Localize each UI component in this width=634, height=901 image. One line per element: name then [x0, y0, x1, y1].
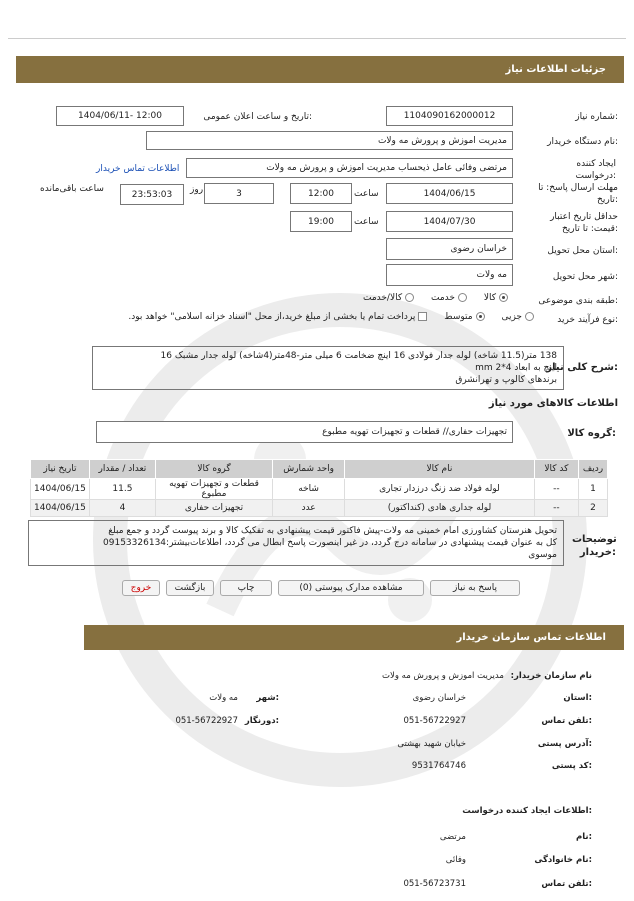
cell-code: --: [534, 479, 578, 500]
creator-family-value: وفائی: [445, 855, 466, 865]
contact-phone-label: تلفن تماس:: [541, 716, 592, 726]
process-radio-group: [114, 312, 534, 322]
category-option-service[interactable]: خدمت: [431, 293, 467, 303]
col-name: نام کالا: [345, 460, 534, 479]
creator-family-label: نام خانوادگی:: [534, 855, 592, 865]
page-header: [16, 56, 624, 83]
creator-field: مرتضی وفائی عامل ذیحساب مدیریت اموزش و پرورش مه ولات: [186, 158, 513, 178]
page-title: جزئیات اطلاعات نیاز: [505, 64, 606, 75]
contact-phone-value: 051-56722927: [403, 716, 466, 726]
cell-date: 1404/06/15: [31, 500, 90, 517]
contact-section-header: [84, 625, 624, 650]
category-label: طبقه بندی موضوعی:: [538, 296, 618, 306]
category-option-goods[interactable]: کالا: [484, 293, 508, 303]
deadline-time-field: 12:00: [290, 183, 352, 204]
creator-name-value: مرتضی: [439, 832, 466, 842]
buyer-notes-line-2: کل به عنوان قیمت پیشنهادی در سامانه درج گردد، در غیر اینصورت پاسخ ابطال می گردد، اطلاعات‌بیشتر:09153326134: [103, 538, 557, 548]
checkbox-icon: [418, 312, 427, 321]
top-divider: [8, 38, 626, 39]
buyer-notes-line-1: تحویل هنرستان کشاورزی امام خمینی مه ولات-پیش فاکتور قیمت پیشنهادی به تفکیک کالا و برند پیوست گردد و جمع مبلغ: [108, 526, 557, 536]
contact-address-value: خیابان شهید بهشتی: [397, 739, 466, 749]
goods-section-title: اطلاعات کالاهای مورد نیاز: [488, 398, 618, 409]
goods-group-field: تجهیزات حفاری// قطعات و تجهیزات تهویه مطبوع: [96, 421, 513, 443]
col-qty: تعداد / مقدار: [89, 460, 155, 479]
buyer-notes-label: توضیحات خریدار:: [572, 534, 617, 558]
validity-date-field: 1404/07/30: [386, 211, 513, 232]
buyer-contact-link[interactable]: اطلاعات تماس خریدار: [96, 164, 180, 174]
cell-group: تجهیزات حفاری: [155, 500, 272, 517]
print-button[interactable]: چاپ: [220, 580, 272, 596]
attachments-button[interactable]: مشاهده مدارک پیوستی (0): [278, 580, 424, 596]
cell-row: 1: [579, 479, 608, 500]
need-number-label: شماره نیاز:: [575, 112, 618, 122]
remaining-time-field: 23:53:03: [120, 184, 184, 205]
back-button[interactable]: بازگشت: [166, 580, 214, 596]
validity-time-label: ساعت: [354, 217, 379, 227]
buyer-org-field: مدیریت اموزش و پرورش مه ولات: [146, 131, 513, 150]
table-row: [31, 479, 608, 500]
description-line-1: 138 متر(11.5 شاخه) لوله جدار فولادی 16 اینچ ضخامت 6 میلی متر-48متر(4شاخه) لوله جدار مشبک 16: [160, 351, 557, 361]
cell-qty: 4: [89, 500, 155, 517]
contact-fax-label: دورنگار:: [244, 716, 279, 726]
announce-label: تاریخ و ساعت اعلان عمومی:: [203, 112, 312, 122]
contact-address-label: آدرس پستی:: [537, 739, 592, 749]
cell-group: قطعات و تجهیزات تهویه مطبوع: [155, 479, 272, 500]
buyer-notes-box: [28, 520, 564, 566]
cell-unit: شاخه: [273, 479, 345, 500]
need-number-field: 1104090162000012: [386, 106, 513, 126]
radio-both-icon: [405, 293, 414, 302]
validity-label: حداقل تاریخ اعتبار قیمت: تا تاریخ:: [550, 212, 618, 234]
cell-name: لوله فولاد ضد زنگ درزدار تجاری: [345, 479, 534, 500]
deadline-date-field: 1404/06/15: [386, 183, 513, 204]
process-option-medium[interactable]: متوسط: [444, 312, 484, 322]
city-label: شهر محل تحویل:: [552, 272, 618, 282]
creator-name-label: نام:: [575, 832, 592, 842]
treasury-payment-option[interactable]: پرداخت تمام یا بخشی از مبلغ خرید،از محل "اسناد خزانه اسلامی" خواهد بود.: [128, 312, 427, 322]
contact-postal-label: کد پستی:: [551, 761, 592, 771]
contact-org-row: [382, 671, 592, 681]
description-line-3: برندهای کالوپ و تهرانشرق: [455, 375, 557, 385]
category-option-both[interactable]: کالا/خدمت: [363, 293, 414, 303]
radio-goods-icon: [499, 293, 508, 302]
radio-service-icon: [458, 293, 467, 302]
goods-table-header: [31, 460, 608, 479]
process-label: نوع فرآیند خرید:: [557, 315, 618, 325]
category-radio-group: [349, 293, 508, 303]
col-code: کد کالا: [534, 460, 578, 479]
table-row: [31, 500, 608, 517]
description-label: شرح کلی نیاز:: [546, 362, 618, 373]
cell-unit: عدد: [273, 500, 345, 517]
province-field: خراسان رضوی: [386, 238, 513, 260]
remaining-time-label: ساعت باقی‌مانده: [40, 184, 104, 194]
description-box: [92, 346, 564, 390]
cell-row: 2: [579, 500, 608, 517]
contact-section-title: اطلاعات تماس سازمان خریدار: [456, 632, 606, 643]
contact-province-label: استان:: [563, 693, 592, 703]
contact-org-value: مدیریت اموزش و پرورش مه ولات: [382, 671, 504, 681]
contact-province-value: خراسان رضوی: [412, 693, 466, 703]
goods-group-label: گروه کالا:: [567, 428, 616, 439]
validity-time-field: 19:00: [290, 211, 352, 232]
reply-button[interactable]: پاسخ به نیاز: [430, 580, 520, 596]
creator-section-title: اطلاعات ایجاد کننده درخواست:: [462, 806, 592, 816]
city-field: مه ولات: [386, 264, 513, 286]
col-row: ردیف: [579, 460, 608, 479]
buyer-notes-line-3: موسوی: [528, 550, 557, 560]
col-date: تاریخ نیاز: [31, 460, 90, 479]
cell-code: --: [534, 500, 578, 517]
description-line-2: اینچ به ابعاد 4*2 mm: [475, 363, 557, 373]
days-label: روز: [190, 185, 204, 195]
creator-phone-value: 051-56723731: [403, 879, 466, 889]
creator-phone-label: تلفن تماس:: [541, 879, 592, 889]
process-option-minor[interactable]: جزیی: [501, 312, 534, 322]
radio-minor-icon: [525, 312, 534, 321]
goods-table: [30, 459, 608, 517]
deadline-label: مهلت ارسال پاسخ: تا تاریخ:: [538, 183, 618, 205]
contact-fax-value: 051-56722927: [175, 716, 238, 726]
cell-name: لوله جداری هادی (کنداکتور): [345, 500, 534, 517]
contact-postal-value: 9531764746: [411, 761, 466, 771]
radio-medium-icon: [476, 312, 485, 321]
announce-field: 1404/06/11- 12:00: [56, 106, 184, 126]
cell-date: 1404/06/15: [31, 479, 90, 500]
days-remaining-field: 3: [204, 183, 274, 204]
cell-qty: 11.5: [89, 479, 155, 500]
contact-city-label: شهر:: [256, 693, 279, 703]
contact-city-value: مه ولات: [209, 693, 238, 703]
contact-org-label: نام سازمان خریدار:: [510, 671, 592, 681]
creator-label: ایجاد کننده درخواست:: [575, 159, 616, 181]
deadline-time-label: ساعت: [354, 189, 379, 199]
province-label: استان محل تحویل:: [547, 246, 618, 256]
exit-button[interactable]: خروج: [122, 580, 160, 596]
col-group: گروه کالا: [155, 460, 272, 479]
col-unit: واحد شمارش: [273, 460, 345, 479]
buyer-org-label: نام دستگاه خریدار:: [547, 137, 618, 147]
